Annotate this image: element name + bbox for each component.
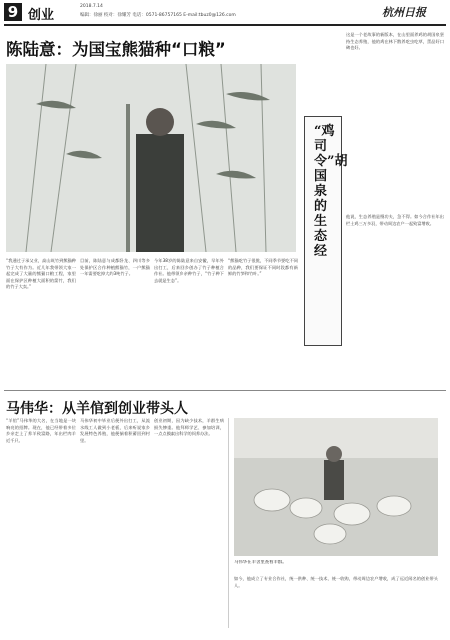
article2-column-3 (154, 418, 224, 628)
section-title: 创业 (28, 8, 55, 23)
date-line: 2018.7.14 (80, 4, 103, 9)
article1-column-4 (228, 258, 298, 386)
section-divider (4, 390, 446, 391)
article1-column-3 (154, 258, 224, 386)
paragraph: 如今，他成立了专业合作社，统一供种、统一技术、统一收购，带动周边农户增收，成了远近闻名的创业带头人。 (234, 576, 438, 588)
paragraph: 目前，陈陆意与成都卧龙、四川等多处保护区合作种植熊猫竹，一户熊猫一年需要吃掉大约3吨竹子。 (80, 258, 150, 277)
article2-column-2 (80, 418, 150, 628)
paragraph: “熊猫吃竹子很挑，不同季节要吃不同的品种，我们要保证不同时段都有新鲜的竹笋和竹叶。” (228, 258, 298, 277)
article1-column-1 (6, 258, 76, 386)
paragraph: 他说，生态养殖是慢功夫，急不得。如今合作社年出栏土鸡三万多羽，带动周边农户一起致富增收。 (346, 214, 444, 226)
masthead-logo: 杭州日报 (382, 6, 426, 19)
article1-column-2 (80, 258, 150, 386)
page-number: 9 (4, 3, 22, 21)
article2-column-4 (234, 576, 438, 628)
paragraph: “羊倌”马伟华的大名，在当地是一块响亮的招牌。现在，他已经带着多位乡亲走上了养羊致富路，年出栏肉羊近千只。 (6, 418, 76, 443)
paragraph: 创业初期，因为缺少技术，羊群生病损失惨重。他拜师学艺、参加培训，一点点摸索出科学的饲养办法。 (154, 418, 224, 437)
page-header (0, 0, 450, 24)
sidebar-text-top (346, 32, 444, 208)
article2-headline: 马伟华：从羊倌到创业带头人 (6, 401, 188, 417)
photo-caption: 马伟华在羊舍里查看羊群。 (234, 560, 287, 565)
sidebar-title: “鸡司令”胡国泉的生态经 (314, 124, 348, 259)
article1-photo (6, 64, 296, 252)
article1-headline: 陈陆意：为国宝熊猫种“口粮” (6, 40, 226, 59)
paragraph: 马伟华初中毕业后便外出打工，从流水线工人做到小老板，后来听说家乡发展特色养殖，他便揣着积蓄回到村里。 (80, 418, 150, 443)
paragraph: “我通过子承父业，高山筑竹到熊猫种竹子大有作为。近几年我带领大家一起完成了大量的熊猫口粮工程，家里面在保护区种植大面积的箭竹，我们的竹子大卖。” (6, 258, 76, 290)
bamboo-photo (6, 64, 296, 252)
article2-column-1 (6, 418, 76, 628)
article2-photo (234, 418, 438, 556)
header-rule (4, 24, 446, 26)
column-divider (228, 418, 229, 628)
sidebar-text-bottom (346, 214, 444, 386)
paragraph: 今年38岁的陈陆意来自安徽，早年外出打工，后来回乡创办了竹子种植合作社。他带领乡亲种竹子，“竹子种下去就是生态”。 (154, 258, 224, 283)
paragraph: 这是一个老故事的新版本，在山里面养鸡的胡国泉坚持生态养殖，他的鸡在林下散养吃虫吃草，蛋品好口碑也好。 (346, 32, 444, 51)
sheep-photo (234, 418, 438, 556)
editor-line: 编辑：徐丽 校对：徐耀芳 电话：0571-86757165 E-mail:tbuz0@126.com (80, 13, 236, 18)
